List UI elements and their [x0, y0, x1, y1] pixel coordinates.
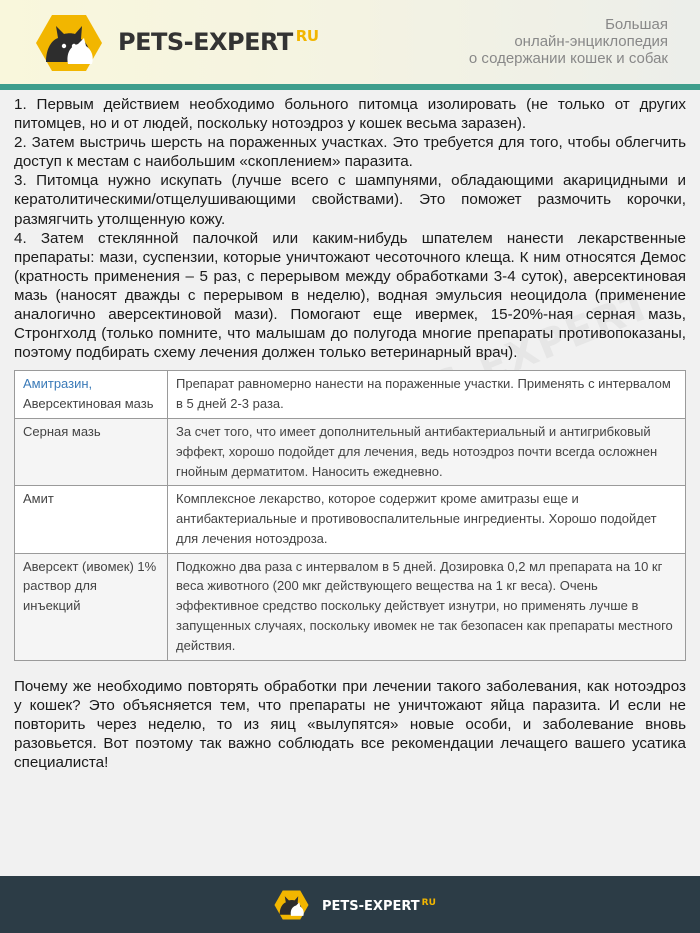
medication-name: Аверсект (ивомек) 1% раствор для инъекций [15, 553, 168, 660]
medication-name [15, 371, 168, 419]
medication-description: Подкожно два раза с интервалом в 5 дней. Дозировка 0,2 мл препарата на 10 кг веса животного (200 мкг действующего вещества на 1 кг веса). Очень эффективное средство поскольку действует изнутри, но применять лучше в запущенных случаях, поскольку ивомек не так безопасен как препараты местного действия. [168, 553, 686, 660]
footer-brand-name: PETS-EXPERT [322, 899, 420, 914]
site-tagline [469, 16, 668, 67]
medication-name-text: Аверсектиновая мазь [23, 396, 154, 412]
table-row [15, 486, 686, 553]
medication-description: За счет того, что имеет дополнительный антибактериальный и антигрибковый эффект, хорошо подойдет для лечения, ведь нотоэдроз почти всегда осложнен гнойным дерматитом. Наносить ежедневно. [168, 418, 686, 485]
medication-name: Серная мазь [15, 418, 168, 485]
table-row [15, 418, 686, 485]
medication-description: Комплексное лекарство, которое содержит кроме амитразы еще и антибактериальные и противовоспалительные ингредиенты. Хорошо подойдет для лечения нотоэдроза. [168, 486, 686, 553]
brand-name: PETS-EXPERT [118, 28, 293, 56]
tagline-line-1: Большая [605, 16, 668, 33]
step-2-paragraph: 2. Затем выстричь шерсть на пораженных участках. Это требуется для того, чтобы облегчить доступ к местам с наибольшим «скоплением» паразита. [14, 134, 686, 171]
conclusion-paragraph: Почему же необходимо повторять обработки при лечении такого заболевания, как нотоэдроз у кошек? Это объясняется тем, что препараты не уничтожают яйца паразита. И если не повторить через неделю, то из яиц «вылупятся» новые особи, и заболевание вновь разовьется. Вот поэтому так важно соблюдать все рекомендации лечащего вашего усатика специалиста! [14, 677, 686, 772]
article-body [14, 95, 686, 772]
tagline-line-3: о содержании кошек и собак [468, 50, 668, 67]
medication-name: Амит [15, 486, 168, 553]
table-row [15, 371, 686, 419]
footer-brand-suffix: RU [421, 898, 436, 908]
step-4-paragraph: 4. Затем стеклянной палочкой или каким-нибудь шпателем нанести лекарственные препараты: мази, суспензии, которые уничтожают чесоточного клеща. К ним относятся Демос (кратность применения – 5 раз, с перерывом между обработками 3-4 суток), аверсектиновая мазь (наносят дважды с перерывом в неделю), водная эмульсия неоцидола (применение аналогично аверсектиновой мази). Помогают еще ивермек, 15-20%-ная серная мазь, Стронгхолд (только помните, что малышам до полугода многие препараты противопоказаны, поэтому подбирать схему лечения должен только ветеринарный врач). [14, 229, 686, 362]
medication-description: Препарат равномерно нанести на пораженные участки. Применять с интервалом в 5 дней 2-3 раза. [168, 371, 686, 419]
header-divider [0, 84, 700, 90]
footer-logo-text[interactable] [322, 898, 436, 914]
step-1-paragraph: 1. Первым действием необходимо больного питомца изолировать (не только от других питомцев, но и от людей, поскольку нотоэдроз у кошек весьма заразен). [14, 96, 686, 133]
brand-suffix: RU [295, 27, 319, 45]
medication-table [14, 370, 686, 660]
step-3-paragraph: 3. Питомца нужно искупать (лучше всего с шампунями, обладающими акарицидными и кератолитическими/отщелушивающими свойствами). Это поможет размочить корочки, размягчить утолщенную кожу. [14, 172, 686, 228]
logo-text[interactable] [118, 27, 319, 56]
site-footer [0, 876, 700, 933]
footer-logo-icon[interactable] [270, 889, 314, 926]
table-row [15, 553, 686, 660]
site-header [0, 0, 700, 84]
medication-link[interactable]: Амитразин, [23, 376, 93, 392]
logo-icon[interactable] [28, 12, 112, 79]
tagline-line-2: онлайн-энциклопедия [514, 33, 668, 50]
